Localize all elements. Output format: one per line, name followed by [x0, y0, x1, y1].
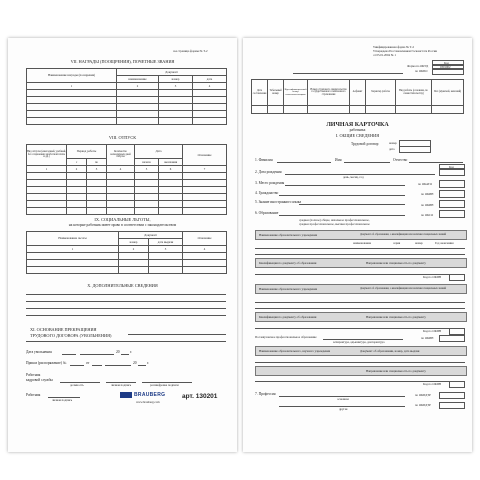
benefits-num: 2	[119, 246, 149, 253]
col-snils: Номер страхового свидетельства государственного пенсионного страхования	[308, 80, 350, 106]
vacation-col-start: начала	[135, 159, 159, 166]
awards-col-docname: наименование	[117, 76, 159, 83]
table-row	[27, 90, 227, 97]
vacation-col-from: с	[67, 159, 87, 166]
benefits-num: 4	[183, 246, 227, 253]
institution-label-1: Наименование образовательного учреждения	[259, 233, 317, 237]
contract-date-box	[399, 146, 431, 153]
qualification-label-1: Квалификация по документу об образовании	[259, 261, 317, 265]
employee-signature-caption: личная подпись	[52, 398, 73, 402]
section-9-title: IX. СОЦИАЛЬНЫЕ ЛЬГОТЫ,	[94, 217, 151, 222]
col-work-nature: Характер работы	[366, 80, 396, 106]
col-work-type: Вид работы (основная, по совместительству)	[396, 80, 432, 106]
okso-label: по ОКСО	[421, 213, 434, 217]
section-11-title-line1: XI. ОСНОВАНИЕ ПРЕКРАЩЕНИЯ	[30, 327, 97, 332]
vacation-table	[26, 144, 227, 215]
additional-info-line	[26, 308, 226, 309]
postgrad-code-box	[439, 335, 465, 342]
name-label: Имя	[335, 158, 342, 162]
okin-label: по ОКИН	[421, 192, 434, 196]
education-line	[279, 215, 405, 216]
vacation-col-days: Количество календарных дней отпуска	[107, 145, 135, 166]
vacation-num: 7	[183, 166, 227, 173]
institution-row-1	[255, 230, 467, 240]
vacation-num: 1	[27, 166, 67, 173]
benefits-num: 1	[27, 246, 119, 253]
date-month-line	[80, 354, 114, 355]
table-row	[27, 260, 227, 267]
awards-num: 1	[27, 83, 117, 90]
science-inst-row	[255, 346, 467, 356]
birthdate-code-box	[439, 164, 465, 176]
specialty-label-1: Направление или специальность по документу	[366, 261, 426, 265]
staff-position-caption: должность	[70, 383, 84, 387]
employee-label: Работник	[26, 393, 41, 397]
form-header-line1: Унифицированная форма № Т-2	[373, 45, 415, 49]
awards-col-name: Наименование награды (поощрения)	[27, 69, 117, 83]
okpdtr-label: по ОКПДТР	[415, 393, 431, 397]
education-note-line2: среднее профессиональное, высшее профессиональное	[299, 222, 370, 226]
vacation-num: 2	[67, 166, 87, 173]
okpdtr-box	[439, 392, 465, 399]
order-number-line	[70, 365, 84, 366]
institution-fill-line	[255, 254, 465, 255]
language-code-box	[439, 200, 465, 208]
code-label: Код	[449, 164, 454, 169]
okin-code-box-1	[449, 274, 465, 281]
okato-label: по ОКАТО	[418, 182, 432, 186]
year-prefix: 20	[116, 350, 120, 354]
citizenship-label: 4. Гражданство	[255, 191, 279, 195]
dismissal-date-label: Дата увольнения	[26, 350, 52, 354]
awards-table	[26, 68, 227, 125]
additional-info-line	[26, 294, 226, 295]
table-row	[27, 253, 227, 260]
okin-label-3: по ОКИН	[421, 336, 434, 340]
doc-num-date-label: Документ об образовании, номер, дата выдачи	[360, 349, 420, 353]
specialty-label-3: Направление или специальность по документу	[366, 369, 426, 373]
vacation-num: 6	[159, 166, 183, 173]
date-day-line	[62, 354, 76, 355]
table-row	[27, 267, 227, 274]
table-row	[27, 97, 227, 104]
vacation-num: 4	[107, 166, 135, 173]
brand-site: www.brauberg.com	[136, 400, 160, 404]
postgrad-label: Послевузовское профессиональное образование	[255, 335, 317, 339]
vacation-col-dates: Дата	[135, 145, 183, 159]
vacation-col-period: Период работы	[67, 145, 107, 159]
staff-label-line2: кадровой службы	[26, 378, 53, 382]
col-date: Дата составления	[252, 80, 268, 106]
benefits-table	[26, 231, 227, 274]
language-line	[299, 204, 405, 205]
institution-fill-line	[255, 308, 465, 309]
okato-box	[439, 180, 465, 188]
contract-date-label: дата	[389, 147, 395, 151]
birthdate-caption: день, месяц, год	[343, 175, 364, 179]
profession-main-caption: основная	[337, 397, 349, 401]
citizenship-line	[279, 195, 405, 196]
institution-row-2	[255, 284, 467, 294]
section-11-title-line2: ТРУДОВОГО ДОГОВОРА (УВОЛЬНЕНИЯ)	[30, 333, 112, 338]
vacation-num: 5	[135, 166, 159, 173]
okpo-label: по ОКПО	[415, 69, 428, 73]
qualification-row-1	[255, 258, 467, 268]
contract-label: Трудовой договор	[351, 142, 379, 146]
order-from-label: от	[86, 361, 90, 365]
col-inn: Идентификационный номер налогоплательщика	[284, 80, 308, 106]
birthplace-line	[285, 185, 405, 186]
benefits-col-date: дата выдачи	[149, 239, 183, 246]
profession-label: 7. Профессия	[255, 392, 276, 396]
okud-value: 0301002	[440, 64, 451, 69]
form-header-line2: Утверждена Постановлением Госкомстата России	[373, 49, 437, 53]
okin-code-box-2	[449, 328, 465, 335]
benefits-col-doc: Документ	[119, 232, 183, 239]
vacation-col-end: окончания	[159, 159, 183, 166]
card-subtitle: работника	[349, 128, 366, 132]
name-line	[344, 162, 390, 163]
brand-mark-icon	[120, 392, 132, 398]
qualification-row-2	[255, 312, 467, 322]
education-note-line1: среднее (полное) общее, начальное профессиональное,	[299, 218, 370, 222]
diploma-name-caption: наименование	[353, 241, 372, 245]
science-inst-label: Наименование образовательного, научного учреждения	[259, 349, 331, 353]
order-year-prefix: 20	[133, 361, 137, 365]
staff-signature-caption: личная подпись	[111, 383, 132, 387]
okin-code-label-3: Код по ОКИН	[423, 382, 441, 386]
code-header-label: Код	[444, 60, 449, 65]
order-year-suffix: г.	[147, 361, 149, 365]
education-label: 6. Образование	[255, 211, 279, 215]
institution-label-2: Наименование образовательного учреждения	[259, 287, 317, 291]
okso-box	[439, 210, 465, 218]
date-year-line	[121, 354, 129, 355]
contract-number-label: номер	[389, 141, 397, 145]
additional-info-line	[26, 301, 226, 302]
awards-col-num: номер	[159, 76, 193, 83]
diploma-number-caption: номер	[415, 241, 423, 245]
benefits-num: 3	[149, 246, 183, 253]
specialty-label-2: Направление или специальность по документу	[366, 315, 426, 319]
okin-box	[439, 190, 465, 198]
institution-fill-line	[255, 248, 465, 249]
section-1-title: I. ОБЩИЕ СВЕДЕНИЯ	[335, 133, 380, 138]
year-suffix: г.	[130, 350, 132, 354]
table-row	[252, 106, 464, 114]
vacation-col-kind: Вид отпуска (ежегодный, учебный, без сохранения заработной платы и др.)	[27, 145, 67, 166]
okin-code-label-1: Код по ОКИН	[423, 275, 441, 279]
birthplace-label: 3. Место рождения	[255, 181, 285, 185]
birthdate-label: 2. Дата рождения	[255, 170, 282, 174]
diploma-label-2: Документ об образовании, о квалификации или наличии специальных знаний	[360, 287, 447, 290]
surname-label: 1. Фамилия	[255, 158, 273, 162]
article-number: арт. 130201	[182, 393, 218, 400]
qualification-row-3	[255, 366, 467, 376]
section-7-title: VII. НАГРАДЫ (ПООЩРЕНИЯ), ПОЧЕТНЫЕ ЗВАНИЯ	[70, 59, 175, 64]
language-label: 5. Знание иностранного языка	[255, 200, 302, 204]
okpdtr-label-2: по ОКПДТР	[415, 403, 431, 407]
institution-fill-line	[255, 302, 465, 303]
card-header-table	[251, 79, 464, 114]
col-gender: Пол (мужской, женский)	[432, 80, 464, 106]
okin-label-2: по ОКИН	[421, 203, 434, 207]
card-title: ЛИЧНАЯ КАРТОЧКА	[326, 122, 389, 128]
basis-line	[128, 334, 226, 335]
table-row	[27, 118, 227, 125]
basis-line	[26, 341, 226, 342]
vacation-col-to: по	[87, 159, 107, 166]
okud-label: Форма по ОКУД	[407, 64, 429, 68]
left-page	[8, 38, 237, 452]
table-row	[27, 194, 227, 201]
order-label: Приказ (распоряжение) №	[26, 361, 67, 365]
page-number-note: 4-я страница формы № Т-2	[173, 49, 208, 53]
awards-col-date: дата	[193, 76, 227, 83]
table-row	[27, 201, 227, 208]
brand-logo	[120, 392, 165, 398]
qualification-label-2: Квалификация по документу об образовании	[259, 315, 317, 319]
okpdtr-box-2	[439, 402, 465, 409]
benefits-col-basis: Основание	[183, 232, 227, 246]
patronymic-line	[409, 162, 463, 163]
awards-col-doc: Документ	[117, 69, 227, 76]
org-name-line	[293, 73, 403, 74]
table-row	[27, 208, 227, 215]
section-9-subtitle: на которые работник имеет право в соответствии с законодательством	[68, 223, 177, 227]
okin-code-box-3	[449, 381, 465, 388]
diploma-label-1: Документ об образовании, о квалификации или наличии специальных знаний	[360, 233, 447, 236]
patronymic-label: Отчество	[393, 158, 408, 162]
awards-num: 2	[117, 83, 159, 90]
grad-year-caption: Год окончания	[435, 241, 454, 245]
benefits-col-name: Наименование льготы	[27, 232, 119, 246]
order-year-line	[138, 365, 146, 366]
col-alphabet: Алфавит	[350, 80, 366, 106]
col-tab-number: Табельный номер	[268, 80, 284, 106]
table-row	[27, 104, 227, 111]
diploma-series-caption: серия	[393, 241, 401, 245]
order-month-line	[105, 365, 131, 366]
awards-num: 3	[159, 83, 193, 90]
table-row	[27, 111, 227, 118]
okin-code-label-2: Код по ОКИН	[423, 329, 441, 333]
science-fill-line	[255, 362, 465, 363]
vacation-col-basis: Основание	[183, 145, 227, 166]
table-row	[27, 173, 227, 180]
table-row	[27, 187, 227, 194]
section-8-title: VIII. ОТПУСК	[108, 135, 137, 140]
vacation-num: 3	[87, 166, 107, 173]
order-day-line	[92, 365, 102, 366]
benefits-col-num: номер	[119, 239, 149, 246]
postgrad-caption: аспирантура, адъюнктура, докторантура	[333, 340, 385, 344]
awards-num: 4	[193, 83, 227, 90]
brand-name: BRAUBERG	[134, 392, 166, 398]
staff-name-caption: расшифровка подписи	[150, 383, 179, 387]
table-row	[27, 180, 227, 187]
right-page	[243, 38, 472, 452]
section-10-title: X. ДОПОЛНИТЕЛЬНЫЕ СВЕДЕНИЯ	[87, 283, 158, 288]
profession-other-caption: другая	[339, 407, 348, 411]
staff-label-line1: Работник	[26, 373, 41, 377]
surname-line	[277, 162, 331, 163]
additional-info-line	[26, 315, 226, 316]
form-header-line3: от 05.01.2004 № 1	[373, 53, 396, 57]
